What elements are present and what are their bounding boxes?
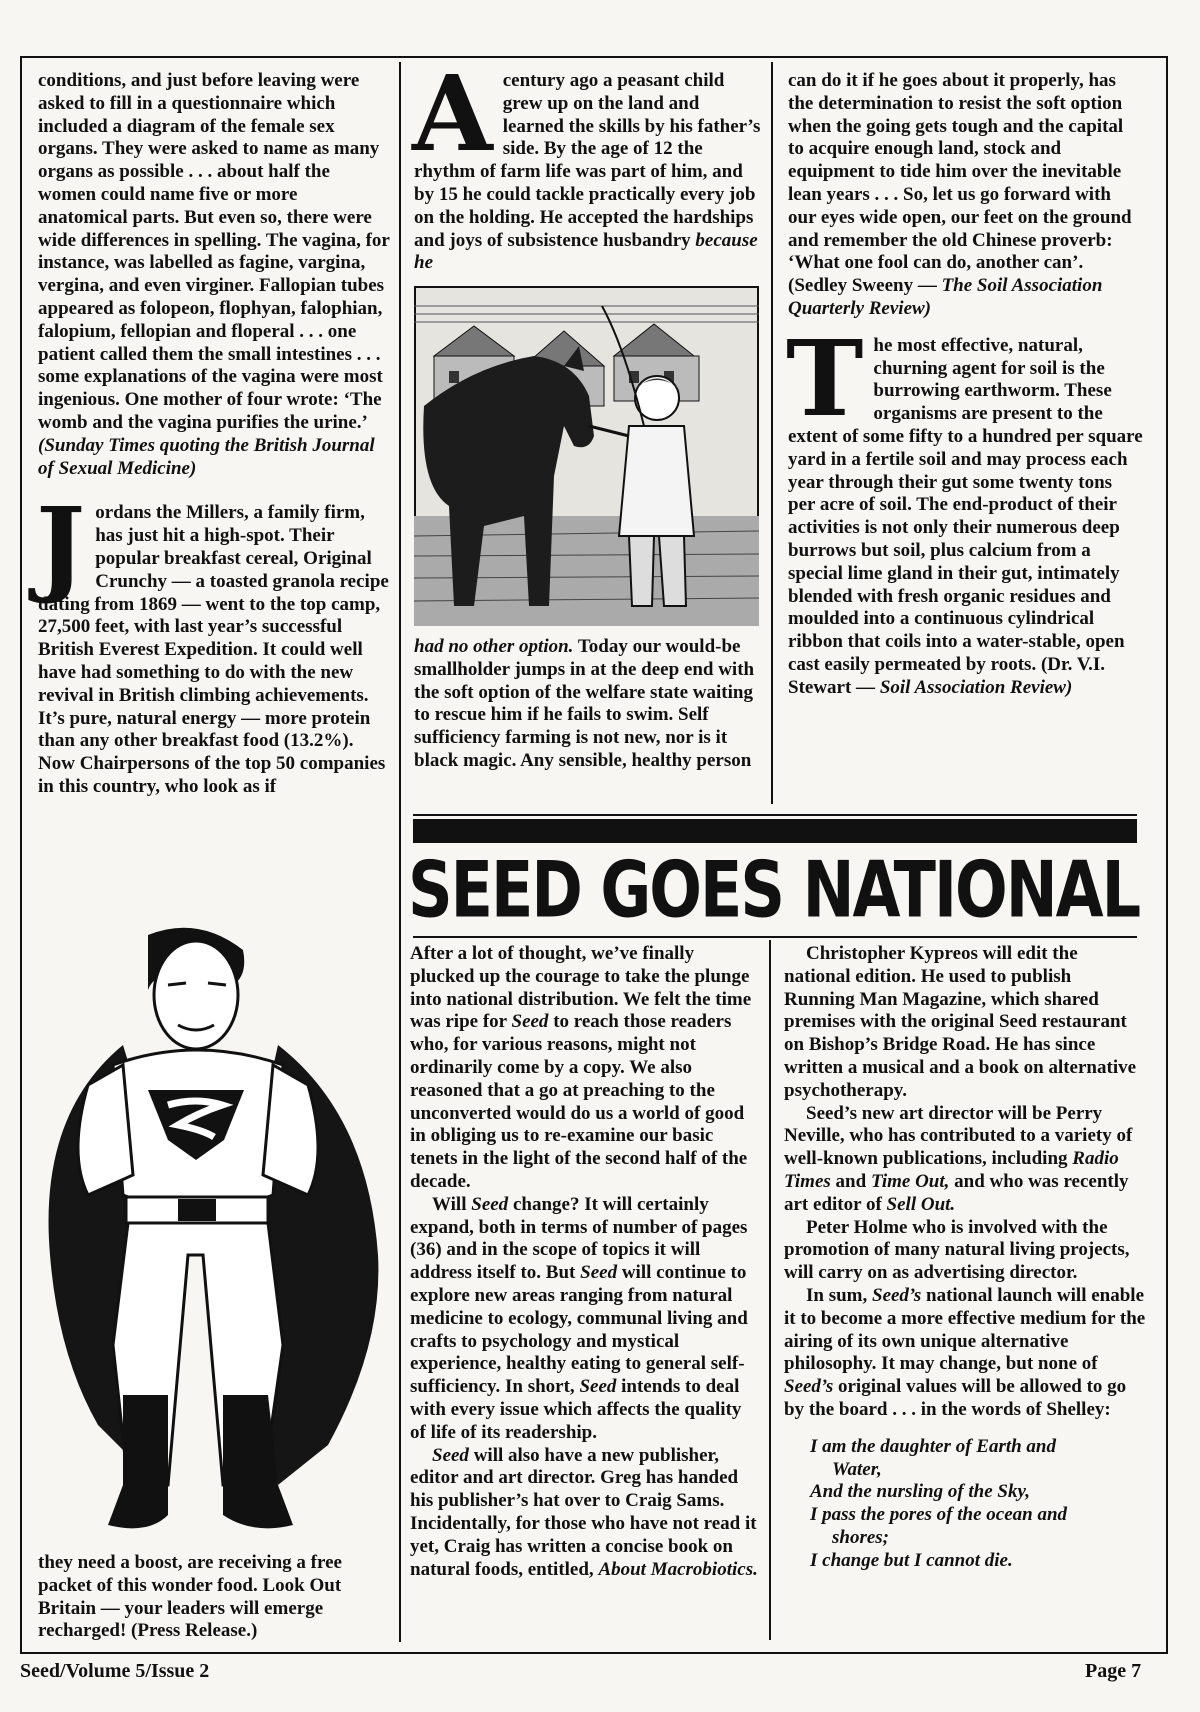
article-paragraph-kypreos: Christopher Kypreos will edit the national edition. He used to publish Running Man Magazine, which shared premises with the original Seed restaurant on Bishop’s Bridge Road. He has since written a musical and a book on alternative psychotherapy. (784, 943, 1137, 1101)
poem-line: Water, (832, 1458, 882, 1480)
paragraph-jordans: J ordans the Millers, a family firm, has just hit a high-spot. Their popular breakfast cereal, Original Crunchy — a toasted granola recipe dating from 1869 — went to the top camp, 27,500 feet, with last year’s successful British Everest Expedition. It could well have had something to do with the new revival in British climbing achievements. It’s pure, natural energy — more protein than any other breakfast food (13.2%). Now Chairpersons of the top 50 companies in this country, who look as if (36, 484, 389, 797)
column-rule-1 (399, 62, 401, 1642)
poem-line: shores; (832, 1526, 890, 1548)
column-rule-2 (771, 62, 773, 804)
headline-bottom-rule (413, 936, 1137, 938)
article-paragraph-neville: Seed’s new art director will be Perry Neville, who has contributed to a variety of well-known publications, including Radio Times and Time Out, and who was recently art editor of Sell Out. (784, 1102, 1133, 1215)
paragraph-questionnaire: conditions, and just before leaving were asked to fill in a questionnaire which included a diagram of the female sex organs. They were asked to name as many organs as possible . . . about half the women could name five or more anatomical parts. But even so, there were wide differences in spelling. The vagina, for instance, was labelled as fagine, vargina, vergina, and even virginer. Fallopian tubes appeared as folopeon, flophyan, falophian, falopium, fellopian and floperal . . . one patient called them the small intestines . . . some explanations of the vagina were most ingenious. One mother of four wrote: ‘The womb and the vagina purifies the urine.’ (Sunday Times quoting the British Journal of Sexual Medicine) (38, 70, 390, 479)
article-paragraph-summary: In sum, Seed’s national launch will enable it to become a more effective medium for the airing of its own unique alternative philosophy. It may change, but none of Seed’s original values will be allowed to go by the board . . . in the words of Shelley: (784, 1284, 1146, 1420)
article-paragraph-holme: Peter Holme who is involved with the promotion of many natural living projects, will carry on as advertising director. (784, 1216, 1130, 1284)
paragraph-earthworm: T he most effective, natural, churning agent for soil is the burrowing earthworm. These organisms are present to the extent of some fifty to a hundred per square yard in a fertile soil and may process each year through their gut some twenty tons per acre of soil. The end-product of their activities is not only their numerous deep burrows but soil, plus calcium from a special lime gland in their gut, intimately blended with fresh organic residues and moulded into a continuous cylindrical ribbon that coils into a water-stable, open cast easily permeated by roots. (Dr. V.I. Stewart — Soil Association Review) (786, 316, 1143, 698)
article-column-left (410, 943, 760, 1581)
dropcap-a: A (412, 52, 493, 175)
headline-top-rule (413, 814, 1137, 816)
column-1-top (38, 70, 390, 799)
superman-illustration (28, 925, 388, 1545)
column-2-bottom (414, 636, 764, 773)
poem-line: I pass the pores of the ocean and (810, 1504, 1068, 1526)
paragraph-smallholder: had no other option. Today our would-be smallholder jumps in at the deep end with the soft option of the welfare state waiting to rescue him if he fails to swim. Self sufficiency farming is not new, nor is it black magic. Any sensible, healthy person (414, 636, 755, 771)
farm-boy-horse-engraving (414, 286, 759, 626)
dropcap-t: T (786, 316, 864, 440)
poem-line: And the nursling of the Sky, (810, 1481, 1030, 1503)
article-paragraph-2: Will Seed change? It will certainly expand, both in terms of number of pages (36) and in the scope of topics it will address itself to. But Seed will continue to explore new areas ranging from natural medicine to ecology, communal living and crafts to psychology and mystical experience, healthy eating to general self-sufficiency. In short, Seed intends to deal with every issue which affects the quality of life of its readership. (410, 1193, 748, 1443)
paragraph-self-sufficiency: can do it if he goes about it properly, has the determination to resist the soft option when the going gets tough and the capital to acquire enough land, stock and equipment to tide him over the inevitable lean years . . . So, let us go forward with our eyes wide open, our feet on the ground and remember the old Chinese proverb: ‘What one fool can do, another can’. (Sedley Sweeny — The Soil Association Quarterly Review) (788, 70, 1132, 319)
poem-line: I change but I cannot die. (810, 1549, 1013, 1571)
dropcap-j: J (36, 484, 86, 608)
paragraph-boost: they need a boost, are receiving a free packet of this wonder food. Look Out Britain — your leaders will emerge recharged! (Press Release.) (38, 1552, 342, 1642)
column-2-top (412, 52, 764, 275)
article-paragraph-3: Seed will also have a new publisher, editor and art director. Greg has handed his publisher’s hat over to Craig Sams. Incidentally, for those who have not read it yet, Craig has written a concise book on natural foods, entitled, About Macrobiotics. (410, 1444, 758, 1580)
footer-issue: Seed/Volume 5/Issue 2 (20, 1660, 210, 1682)
column-3-top (788, 70, 1143, 700)
poem-line: I am the daughter of Earth and (810, 1435, 1056, 1457)
shelley-poem (810, 1436, 1146, 1573)
paragraph-peasant-child: A century ago a peasant child grew up on the land and learned the skills by his father’s side. By the age of 12 the rhythm of farm life was part of him, and by 15 he could tackle practically every job on the holding. He accepted the hardships and joys of subsistence husbandry because he (412, 52, 761, 274)
article-paragraph-1: After a lot of thought, we’ve finally plucked up the courage to take the plunge into national distribution. We felt the time was ripe for Seed to reach those readers who, for various reasons, might not ordinarily come by a copy. We also reasoned that a go at preaching to the unconverted would do us a world of good in obliging us to re-examine our basic tenets in the light of the second half of the decade. (410, 943, 752, 1192)
article-column-right (784, 943, 1146, 1573)
column-rule-3 (769, 940, 771, 1640)
footer-page-number: Page 7 (1085, 1660, 1142, 1682)
column-1-bottom (38, 1552, 390, 1643)
headline-seed-goes-national: SEED GOES NATIONAL (408, 843, 1140, 935)
